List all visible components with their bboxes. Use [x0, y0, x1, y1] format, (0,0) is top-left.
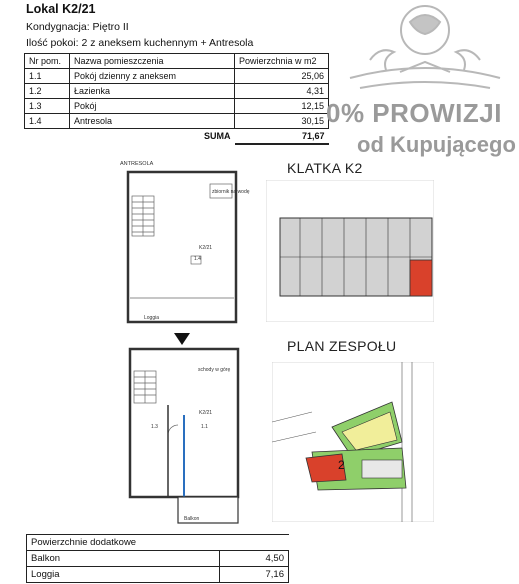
room-no: 1.2: [25, 84, 70, 99]
table-row: [25, 114, 329, 129]
room-name: Łazienka: [70, 84, 235, 99]
room-area: 4,31: [235, 84, 329, 99]
plan-zespolu-title: PLAN ZESPOŁU: [287, 338, 397, 354]
sum-label: SUMA: [204, 131, 231, 141]
extra-header: Powierzchnie dodatkowe: [27, 535, 289, 551]
room-no: 1.1: [25, 69, 70, 84]
lower-unit-label: K2/21: [199, 410, 213, 416]
upper-note: zbiornik na wodę: [212, 189, 250, 195]
room-name: Antresola: [70, 114, 235, 129]
table-header-row: [25, 54, 329, 69]
room-no: 1.4: [25, 114, 70, 129]
extra-area: 4,50: [220, 551, 289, 567]
extra-area: 7,16: [220, 567, 289, 583]
watermark-line1: 0% PROWIZJI: [326, 98, 502, 128]
room-name: Pokój: [70, 99, 235, 114]
sum-value: 71,67: [235, 129, 329, 145]
room-area: 30,15: [235, 114, 329, 129]
room-area: 12,15: [235, 99, 329, 114]
building-number: 2: [338, 458, 345, 472]
upper-loggia-label: Loggia: [144, 315, 160, 321]
room-area: 25,06: [235, 69, 329, 84]
extra-areas-table: [26, 534, 289, 583]
table-row: [27, 551, 289, 567]
klatka-plan: [266, 180, 434, 322]
extra-name: Loggia: [27, 567, 220, 583]
watermark-line2: od Kupującego: [357, 132, 516, 157]
site-plan: [272, 362, 434, 522]
upper-unit-label: K2/21: [199, 245, 213, 251]
klatka-title: KLATKA K2: [287, 160, 363, 176]
header-cell: Nr pom.: [25, 54, 70, 69]
unit-title: Lokal K2/21: [26, 2, 96, 16]
table-row: [27, 567, 289, 583]
lower-room-1-3: 1.3: [151, 424, 158, 430]
header-cell: Nazwa pomieszczenia: [70, 54, 235, 69]
lower-room-1-1: 1.1: [201, 424, 208, 430]
table-row: [25, 84, 329, 99]
table-row: [25, 99, 329, 114]
rooms-info: Ilość pokoi: 2 z aneksem kuchennym + Antresola: [26, 37, 254, 49]
room-name: Pokój dzienny z aneksem: [70, 69, 235, 84]
room-no: 1.3: [25, 99, 70, 114]
antresola-label: ANTRESOLA: [120, 161, 154, 167]
lower-balcony-label: Balkon: [184, 516, 200, 522]
header-cell: Powierzchnia w m2: [235, 54, 329, 69]
table-row: [25, 69, 329, 84]
rooms-table: [24, 53, 329, 145]
sum-row: [25, 129, 329, 145]
lower-note: schody w górę: [198, 367, 231, 373]
upper-room-number: 1.4: [194, 256, 201, 262]
extra-header-row: [27, 535, 289, 551]
extra-name: Balkon: [27, 551, 220, 567]
entrance-arrow-icon: [174, 333, 190, 345]
floor-info: Kondygnacja: Piętro II: [26, 21, 129, 33]
